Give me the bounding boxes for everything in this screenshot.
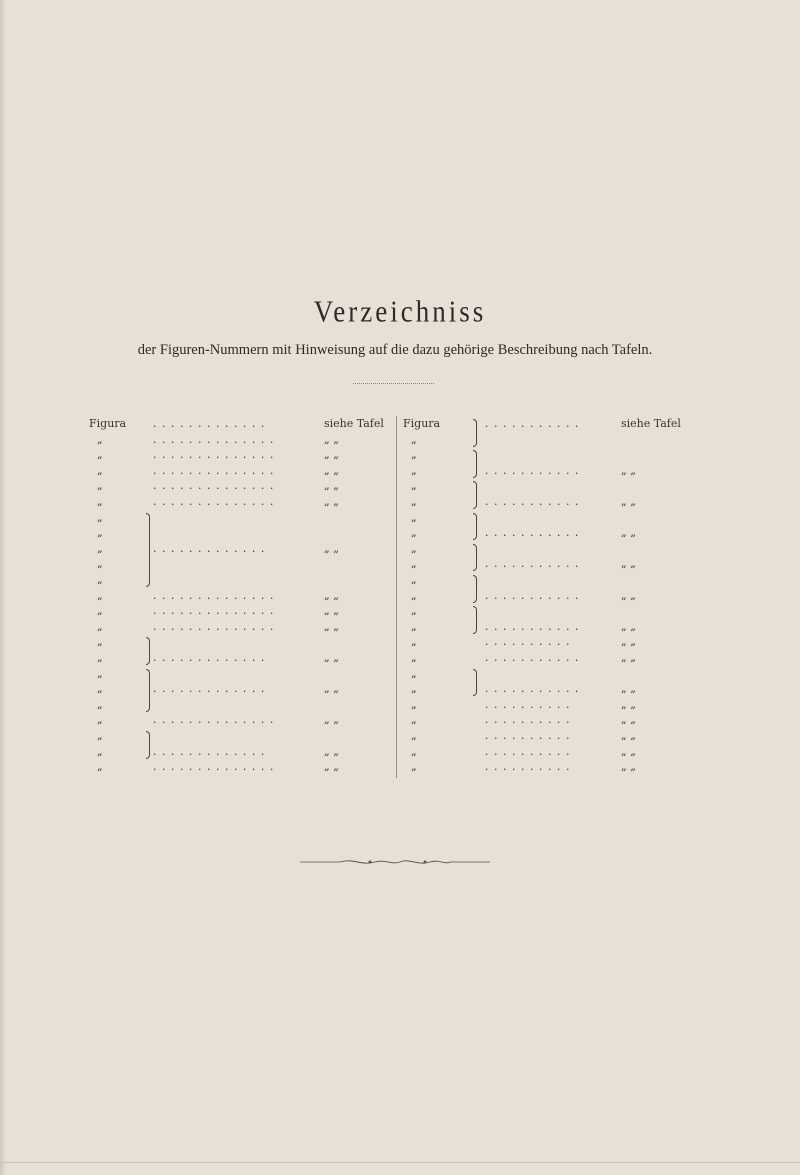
tafel-label: „ „ (324, 713, 339, 727)
page-bottom-edge (0, 1162, 800, 1163)
leader-dots: . . . . . . . . . . . . . . (153, 448, 275, 462)
leader-dots: . . . . . . . . . . . . . . (153, 619, 275, 633)
figure-prefix: „ (411, 760, 417, 774)
figure-prefix: „ (97, 713, 103, 727)
group-brace (473, 450, 477, 478)
figure-prefix: „ (97, 635, 103, 649)
figure-prefix: „ (411, 744, 417, 758)
page-title: Verzeichniss (313, 293, 487, 329)
figure-prefix: „ (97, 526, 103, 540)
figure-prefix: „ (411, 463, 417, 477)
figure-prefix: „ (97, 541, 103, 555)
figure-prefix: „ (97, 495, 103, 508)
leader-dots: . . . . . . . . . . . . . . (153, 432, 275, 446)
figure-prefix: „ (97, 448, 103, 462)
tafel-label: „ „ (324, 541, 339, 555)
leader-dots: . . . . . . . . . . . (485, 651, 580, 664)
figure-prefix: „ (411, 541, 417, 555)
figure-prefix: „ (411, 432, 417, 446)
group-brace (473, 513, 477, 541)
leader-dots: . . . . . . . . . . . . . . (153, 463, 275, 477)
leader-dots: . . . . . . . . . . . . . . (153, 604, 275, 618)
title-divider (353, 383, 434, 384)
figure-prefix: „ (97, 573, 103, 586)
figure-prefix: „ (411, 588, 417, 602)
leader-dots: . . . . . . . . . . . (485, 619, 580, 633)
figure-prefix: „ (97, 463, 103, 477)
leader-dots: . . . . . . . . . . . . . . (153, 588, 275, 602)
figure-prefix: „ (411, 651, 417, 664)
group-brace (146, 669, 150, 712)
tafel-label: „ „ (621, 495, 636, 508)
figure-prefix: „ (411, 697, 417, 711)
figure-prefix: Figura (403, 417, 441, 430)
tafel-label: „ „ (324, 682, 339, 696)
leader-dots: . . . . . . . . . . . . . (153, 541, 266, 555)
group-brace (473, 606, 477, 634)
group-brace (473, 481, 477, 509)
figure-prefix: „ (97, 479, 103, 493)
figure-prefix: „ (411, 604, 417, 618)
group-brace (473, 544, 477, 572)
leader-dots: . . . . . . . . . . (485, 744, 571, 758)
group-brace (473, 575, 477, 603)
figure-prefix: „ (97, 588, 103, 602)
figure-prefix: „ (97, 682, 103, 696)
figure-prefix: „ (97, 432, 103, 446)
figure-prefix: „ (97, 604, 103, 618)
figure-prefix: „ (411, 557, 417, 571)
column-divider (396, 416, 397, 778)
tafel-label: „ „ (324, 651, 339, 664)
tafel-label: „ „ (324, 744, 339, 758)
leader-dots: . . . . . . . . . . . (485, 463, 580, 477)
tafel-label: „ „ (621, 588, 636, 602)
tafel-label: „ „ (621, 682, 636, 696)
tafel-label: „ „ (621, 635, 636, 649)
figure-prefix: „ (97, 666, 103, 680)
figure-prefix: „ (97, 619, 103, 633)
figure-prefix: „ (97, 729, 103, 742)
tafel-label: „ „ (324, 432, 339, 446)
leader-dots: . . . . . . . . . . (485, 760, 571, 774)
leader-dots: . . . . . . . . . . . . . . (153, 479, 275, 493)
tafel-label: „ „ (621, 557, 636, 571)
leader-dots: . . . . . . . . . . (485, 697, 571, 711)
tafel-label: „ „ (324, 604, 339, 618)
figure-prefix: „ (97, 760, 103, 774)
tafel-label: „ „ (621, 697, 636, 711)
leader-dots: . . . . . . . . . . . (485, 588, 580, 602)
figure-prefix: „ (97, 510, 103, 524)
group-brace (473, 419, 477, 447)
figure-prefix: „ (97, 744, 103, 758)
tafel-label: siehe Tafel (621, 417, 681, 430)
leader-dots: . . . . . . . . . . . (485, 495, 580, 508)
tafel-label: „ „ (621, 729, 636, 742)
figure-prefix: „ (411, 666, 417, 680)
tafel-label: „ „ (621, 744, 636, 758)
tafel-label: „ „ (324, 588, 339, 602)
tafel-label: „ „ (621, 651, 636, 664)
tafel-label: „ „ (324, 619, 339, 633)
tafel-label: „ „ (621, 713, 636, 727)
leader-dots: . . . . . . . . . . . . . . (153, 760, 275, 774)
tafel-label: „ „ (324, 479, 339, 493)
page-left-edge (0, 0, 6, 1175)
leader-dots: . . . . . . . . . . . . . . (153, 713, 275, 727)
leader-dots: . . . . . . . . . . . . . (153, 417, 266, 430)
leader-dots: . . . . . . . . . . . . . (153, 651, 266, 664)
leader-dots: . . . . . . . . . . . (485, 417, 580, 430)
leader-dots: . . . . . . . . . . (485, 713, 571, 727)
leader-dots: . . . . . . . . . . . . . . (153, 495, 275, 508)
figure-prefix: „ (411, 729, 417, 742)
figure-prefix: „ (97, 697, 103, 711)
leader-dots: . . . . . . . . . . (485, 729, 571, 742)
figure-prefix: „ (97, 651, 103, 664)
leader-dots: . . . . . . . . . . . . . (153, 744, 266, 758)
tafel-label: „ „ (324, 463, 339, 477)
group-brace (146, 513, 150, 587)
figure-prefix: Figura (89, 417, 127, 430)
group-brace (146, 731, 150, 759)
tafel-label: „ „ (621, 760, 636, 774)
figure-prefix: „ (411, 682, 417, 696)
tafel-label: „ „ (621, 619, 636, 633)
leader-dots: . . . . . . . . . . . (485, 557, 580, 571)
group-brace (473, 669, 477, 697)
leader-dots: . . . . . . . . . . . (485, 526, 580, 540)
figure-prefix: „ (411, 526, 417, 540)
figure-prefix: „ (411, 713, 417, 727)
figure-prefix: „ (411, 573, 417, 586)
tafel-label: „ „ (621, 526, 636, 540)
figure-prefix: „ (97, 557, 103, 571)
tafel-label: siehe Tafel (324, 417, 384, 430)
group-brace (146, 637, 150, 665)
page-subtitle: der Figuren-Nummern mit Hinweisung auf die dazu gehörige Beschreibung nach Tafeln. (137, 342, 653, 358)
figure-prefix: „ (411, 635, 417, 649)
leader-dots: . . . . . . . . . . (485, 635, 571, 649)
figure-prefix: „ (411, 619, 417, 633)
leader-dots: . . . . . . . . . . . (485, 682, 580, 696)
tafel-label: „ „ (621, 463, 636, 477)
tafel-label: „ „ (324, 760, 339, 774)
tafel-label: „ „ (324, 495, 339, 508)
end-ornament (300, 856, 490, 868)
figure-prefix: „ (411, 479, 417, 493)
figure-prefix: „ (411, 510, 417, 524)
leader-dots: . . . . . . . . . . . . . (153, 682, 266, 696)
figure-prefix: „ (411, 495, 417, 508)
tafel-label: „ „ (324, 448, 339, 462)
figure-prefix: „ (411, 448, 417, 462)
